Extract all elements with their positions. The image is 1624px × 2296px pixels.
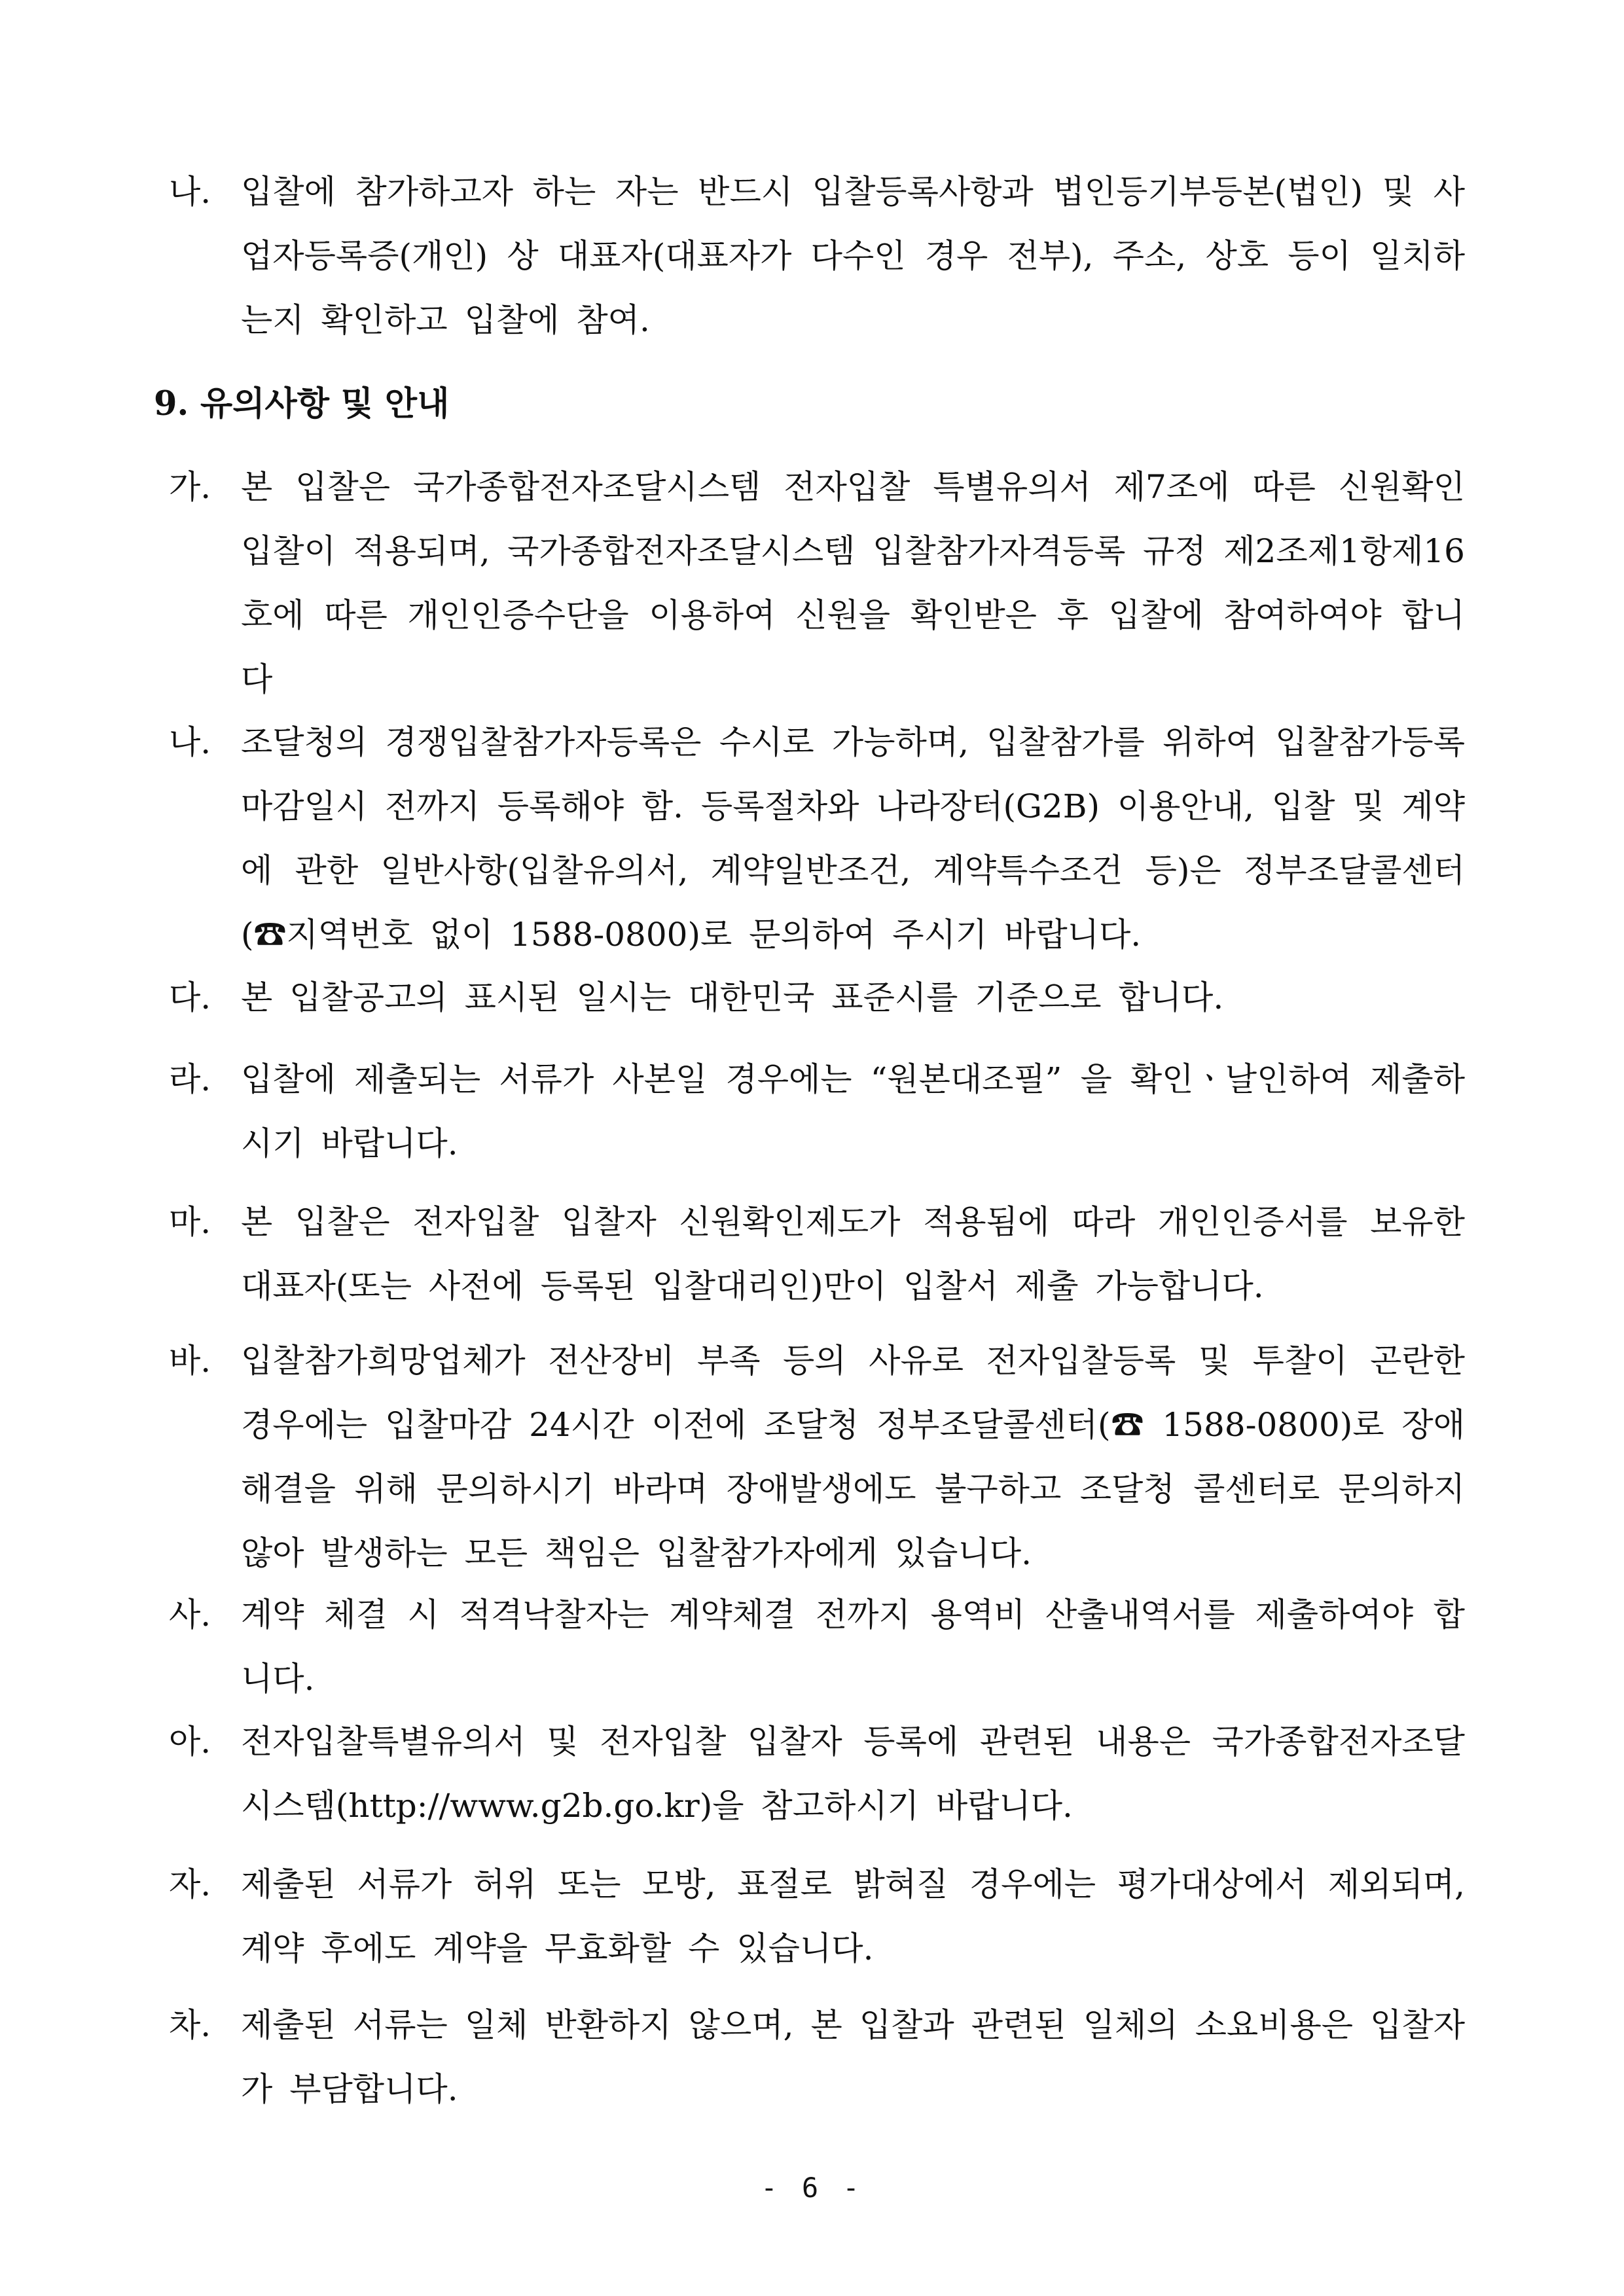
list-item-text: 전자입찰특별유의서 및 전자입찰 입찰자 등록에 관련된 내용은 국가종합전자조달시스템(http://www.g2b.go.kr)을 참고하시기 바랍니다. — [241, 1723, 1465, 1825]
list-item-text: 본 입찰공고의 표시된 일시는 대한민국 표준시를 기준으로 합니다. — [241, 978, 1224, 1016]
list-marker: 아. — [169, 1723, 211, 1761]
list-item-ra — [169, 1047, 1465, 1175]
section-heading: 9. 유의사항 및 안내 — [154, 384, 450, 423]
list-marker: 바. — [169, 1342, 211, 1380]
list-marker: 차. — [169, 2006, 211, 2044]
list-item-text: 본 입찰은 국가종합전자조달시스템 전자입찰 특별유의서 제7조에 따른 신원확인 입찰이 적용되며, 국가종합전자조달시스템 입찰참가자격등록 규정 제2조제1항제16호에 따른 개인인증수단을 이용하여 신원을 확인받은 후 입찰에 참여하여야 합니다 — [241, 468, 1465, 698]
list-item-text: 입찰참가희망업체가 전산장비 부족 등의 사유로 전자입찰등록 및 투찰이 곤란한 경우에는 입찰마감 24시간 이전에 조달청 정부조달콜센터(☎ 1588-0800)로 장애해결을 위해 문의하시기 바라며 장애발생에도 불구하고 조달청 콜센터로 문의하지 않아 발생하는 모든 책임은 입찰참가자에게 있습니다. — [241, 1342, 1465, 1572]
list-item-da — [169, 965, 1465, 1030]
list-item-text: 제출된 서류가 허위 또는 모방, 표절로 밝혀질 경우에는 평가대상에서 제외되며, 계약 후에도 계약을 무효화할 수 있습니다. — [241, 1865, 1465, 1967]
list-item-ba — [169, 1329, 1465, 1585]
list-item-na-top — [169, 160, 1465, 352]
list-item-ja — [169, 1852, 1465, 1981]
list-item-ga — [169, 455, 1465, 711]
list-item-text: 입찰에 제출되는 서류가 사본일 경우에는 “원본대조필” 을 확인ㆍ날인하여 제출하시기 바랍니다. — [241, 1060, 1465, 1162]
list-item-text: 조달청의 경쟁입찰참가자등록은 수시로 가능하며, 입찰참가를 위하여 입찰참가등록마감일시 전까지 등록해야 함. 등록절차와 나라장터(G2B) 이용안내, 입찰 및 계약에 관한 일반사항(입찰유의서, 계약일반조건, 계약특수조건 등)은 정부조달콜센터(☎지역번호 없이 1588-0800)로 문의하여 주시기 바랍니다. — [241, 723, 1465, 954]
list-item-na — [169, 710, 1465, 967]
list-item-sa — [169, 1583, 1465, 1711]
page-number: - 6 - — [761, 2172, 863, 2204]
list-item-text: 입찰에 참가하고자 하는 자는 반드시 입찰등록사항과 법인등기부등본(법인) 및 사업자등록증(개인) 상 대표자(대표자가 다수인 경우 전부), 주소, 상호 등이 일치하는지 확인하고 입찰에 참여. — [241, 173, 1465, 339]
list-marker: 자. — [169, 1865, 211, 1903]
list-marker: 다. — [169, 978, 211, 1016]
list-marker: 사. — [169, 1596, 211, 1634]
list-item-text: 계약 체결 시 적격낙찰자는 계약체결 전까지 용역비 산출내역서를 제출하여야 합니다. — [241, 1596, 1465, 1698]
list-marker: 가. — [169, 468, 211, 506]
list-item-cha — [169, 1993, 1465, 2121]
list-item-a — [169, 1710, 1465, 1838]
list-item-ma — [169, 1190, 1465, 1318]
list-marker: 나. — [169, 173, 211, 211]
list-item-text: 제출된 서류는 일체 반환하지 않으며, 본 입찰과 관련된 일체의 소요비용은 입찰자가 부담합니다. — [241, 2006, 1465, 2108]
list-marker: 나. — [169, 723, 211, 761]
list-marker: 라. — [169, 1060, 211, 1098]
list-item-text: 본 입찰은 전자입찰 입찰자 신원확인제도가 적용됨에 따라 개인인증서를 보유한 대표자(또는 사전에 등록된 입찰대리인)만이 입찰서 제출 가능합니다. — [241, 1203, 1465, 1305]
list-marker: 마. — [169, 1203, 211, 1241]
